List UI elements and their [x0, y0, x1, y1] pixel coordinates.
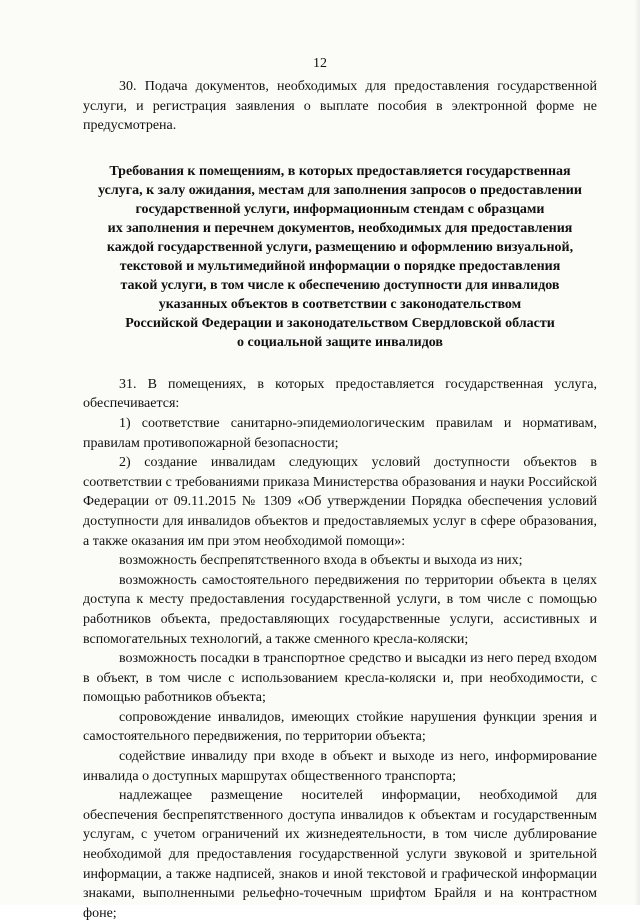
- heading-line: Российской Федерации и законодательством Свердловской области: [125, 315, 555, 331]
- heading-line: о социальной защите инвалидов: [237, 334, 443, 350]
- sub-item-transport: возможность посадки в транспортное средство и высадки из него перед входом в объект, в том числе с использованием кресла-коляски и, при необходимости, с помощью работников объекта;: [83, 651, 597, 706]
- document-body: [83, 77, 597, 923]
- list-item-2: 2) создание инвалидам следующих условий доступности объектов в соответствии с требованиями приказа Министерства образования и науки Российской Федерации от 09.11.2015 № 1309 «Об утверждении Порядка обеспечения условий доступности для инвалидов объектов и предоставляемых услуг в сфере образования, а также оказания им при этом необходимой помощи»:: [83, 455, 597, 549]
- heading-line: каждой государственной услуги, размещению и оформлению визуальной,: [106, 239, 574, 255]
- paragraph-30: 30. Подача документов, необходимых для предоставления государственной услуги, и регистрация заявления о выплате пособия в электронной форме не предусмотрена.: [83, 79, 597, 134]
- scan-edge-shadow: [634, 0, 640, 905]
- heading-line: государственной услуги, информационным стендам с образцами: [135, 201, 545, 217]
- heading-line: их заполнения и перечнем документов, необходимых для предоставления: [107, 220, 573, 236]
- list-item-1: 1) соответствие санитарно-эпидемиологическим правилам и нормативам, правилам противопожарной безопасности;: [83, 415, 597, 451]
- heading-line: указанных объектов в соответствии с законодательством: [158, 296, 522, 312]
- heading-line: Требования к помещениям, в которых предоставляется государственная: [109, 163, 571, 179]
- heading-line: текстовой и мультимедийной информации о порядке предоставления: [119, 258, 561, 274]
- sub-item-information: надлежащее размещение носителей информации, необходимой для обеспечения беспрепятственного доступа инвалидов к объектам и государственным услугам, с учетом ограничений их жизнедеятельности, в том числе дублирование необходимой для предоставления государственной услуги звуковой и зрительной информации, а также надписей, знаков и иной текстовой и графической информации знаками, выполненными рельефно-точечным шрифтом Брайля и на контрастном фоне;: [83, 788, 597, 921]
- section-heading: [83, 162, 597, 352]
- heading-line: услуга, к залу ожидания, местам для заполнения запросов о предоставлении: [98, 182, 582, 198]
- sub-item-escort: сопровождение инвалидов, имеющих стойкие нарушения функции зрения и самостоятельного передвижения, по территории объекта;: [83, 709, 597, 745]
- heading-line: такой услуги, в том числе к обеспечению доступности для инвалидов: [120, 277, 560, 293]
- page-number: 12: [313, 56, 327, 71]
- sub-item-assistance: содействие инвалиду при входе в объект и выходе из него, информирование инвалида о доступных маршрутах общественного транспорта;: [83, 749, 597, 784]
- sub-item-movement: возможность самостоятельного передвижения по территории объекта в целях доступа к месту предоставления государственной услуги, в том числе с помощью работников объекта, предоставляющих государственные услуги, ассистивных и вспомогательных технологий, а также сменного кресла-коляски;: [83, 572, 597, 647]
- sub-item-entry-exit: возможность беспрепятственного входа в объекты и выхода из них;: [119, 553, 523, 569]
- paragraph-31: 31. В помещениях, в которых предоставляется государственная услуга, обеспечивается:: [83, 376, 597, 412]
